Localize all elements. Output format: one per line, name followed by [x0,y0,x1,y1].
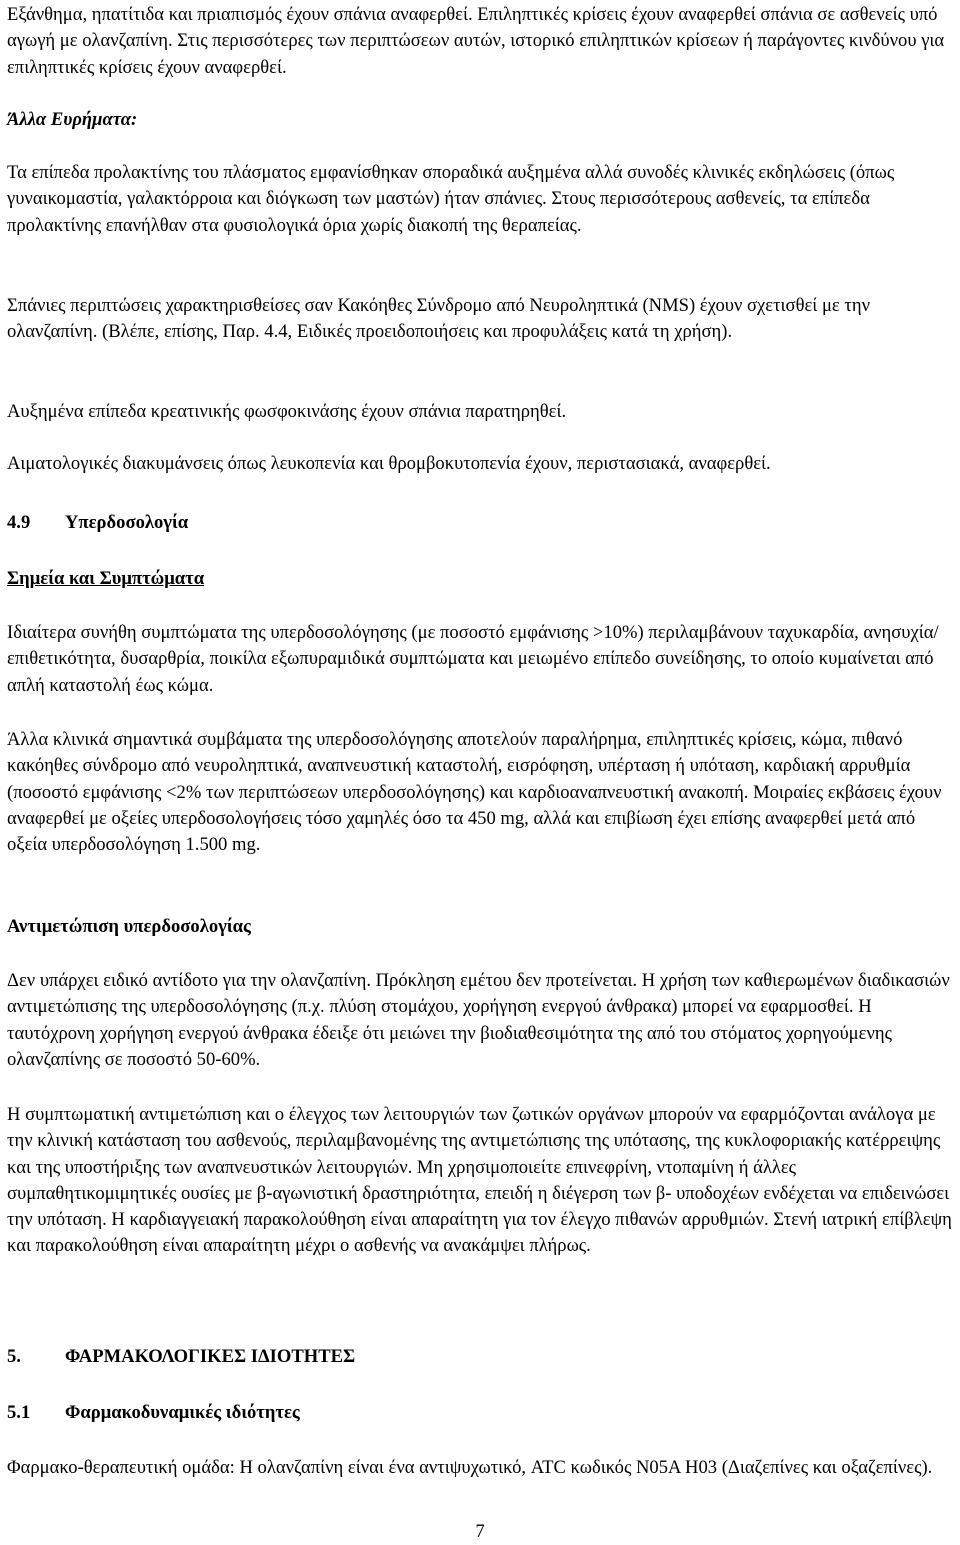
paragraph-nms: Σπάνιες περιπτώσεις χαρακτηρισθείσες σαν Κακόηθες Σύνδρομο από Νευροληπτικά (NMS) έχουν σχετισθεί με την ολανζαπίνη. (Βλέπε, επίσης, Παρ. 4.4, Ειδικές προειδοποιήσεις και προφυλάξεις κατά τη χρήση). [7,295,870,343]
section-title: Φαρμακοδυναμικές ιδιότητες [65,1402,300,1423]
paragraph-cpk: Αυξημένα επίπεδα κρεατινικής φωσφοκινάσης έχουν σπάνια παρατηρηθεί. [7,401,567,422]
other-findings-title: Άλλα Ευρήματα: [7,109,138,130]
treatment-title: Αντιμετώπιση υπερδοσολογίας [7,916,251,937]
paragraph-symptomatic-treatment: Η συμπτωματική αντιμετώπιση και ο έλεγχος των λειτουργιών των ζωτικών οργάνων μπορούν να εφαρμόζονται ανάλογα με την κλινική κατάσταση του ασθενούς, περιλαμβανομένης της αντιμετώπισης της υπότασης, της κυκλοφοριακής κατέρρειψης και της υποστήριξης των αναπνευστικών λειτουργιών. Μη χρησιμοποιείτε επινεφρίνη, ντοπαμίνη ή άλλες συμπαθητικομιμητικές ουσίες με β-αγωνιστική δραστηριότητα, επειδή η διέγερση των β- υποδοχέων ενδέχεται να επιδεινώσει την υπόταση. Η καρδιαγγειακή παρακολούθηση είναι απαραίτητη για τον έλεγχο πιθανών αρρυθμιών. Στενή ιατρική επίβλεψη και παρακολούθηση είναι απαραίτητη μέχρι ο ασθενής να ανακάμψει πλήρως. [7,1104,952,1257]
section-number: 5. [7,1346,21,1367]
section-title: ΦΑΡΜΑΚΟΛΟΓΙΚΕΣ ΙΔΙΟΤΗΤΕΣ [65,1346,356,1367]
section-heading-overdose [7,510,188,536]
paragraph-treatment: Δεν υπάρχει ειδικό αντίδοτο για την ολανζαπίνη. Πρόκληση εμέτου δεν προτείνεται. Η χρήση των καθιερωμένων διαδικασιών αντιμετώπισης της υπερδοσολόγησης (π.χ. πλύση στομάχου, χορήγηση ενεργού άνθρακα) μπορεί να εφαρμοσθεί. Η ταυτόχρονη χορήγηση ενεργού άνθρακα έδειξε ότι μειώνει την βιοδιαθεσιμότητα της από του στόματος χορηγούμενης ολανζαπίνης σε ποσοστό 50-60%. [7,970,950,1070]
section-number: 4.9 [7,512,31,533]
signs-symptoms-title: Σημεία και Συμπτώματα [7,568,205,589]
paragraph-overdose-symptoms: Ιδιαίτερα συνήθη συμπτώματα της υπερδοσολόγησης (με ποσοστό εμφάνισης >10%) περιλαμβάνουν ταχυκαρδία, ανησυχία/ επιθετικότητα, δυσαρθρία, ποικίλα εξωπυραμιδικά συμπτώματα και μειωμένο επίπεδο συνείδησης, το οποίο κυμαίνεται από απλή καταστολή έως κώμα. [7,622,939,696]
paragraph-therapeutic-group: Φαρμακο-θεραπευτική ομάδα: Η ολανζαπίνη είναι ένα αντιψυχωτικό, ATC κωδικός N05A H03 (Διαζεπίνες και οξαζεπίνες). [7,1457,933,1478]
section-heading-pharmacological [7,1344,355,1370]
paragraph-hematologic: Αιματολογικές διακυμάνσεις όπως λευκοπενία και θρομβοκυτοπενία έχουν, περιστασιακά, αναφερθεί. [7,453,771,474]
paragraph-overdose-events: Άλλα κλινικά σημαντικά συμβάματα της υπερδοσολόγησης αποτελούν παραλήρημα, επιληπτικές κρίσεις, κώμα, πιθανό κακόηθες σύνδρομο από νευροληπτικά, αναπνευστική καταστολή, εισρόφηση, υπέρταση ή υπόταση, καρδιακή αρρυθμία (ποσοστό εμφάνισης <2% των περιπτώσεων υπερδοσολόγησης) και καρδιοαναπνευστική ανακοπή. Μοιραίες εκβάσεις έχουν αναφερθεί με οξείες υπερδοσολογήσεις τόσο χαμηλές όσο τα 450 mg, αλλά και επιβίωση έχει επίσης αναφερθεί μετά από οξεία υπερδοσολόγηση 1.500 mg. [7,729,942,856]
section-heading-pharmacodynamic [7,1400,300,1426]
paragraph-prolactin: Τα επίπεδα προλακτίνης του πλάσματος εμφανίσθηκαν σποραδικά αυξημένα αλλά συνοδές κλινικές εκδηλώσεις (όπως γυναικομαστία, γαλακτόρροια και διόγκωση των μαστών) ήταν σπάνιες. Στους περισσότερους ασθενείς, τα επίπεδα προλακτίνης επανήλθαν στα φυσιολογικά όρια χωρίς διακοπή της θεραπείας. [7,162,895,236]
section-number: 5.1 [7,1402,31,1423]
page-number: 7 [475,1521,485,1542]
section-title: Υπερδοσολογία [65,512,189,533]
paragraph-adverse-effects: Εξάνθημα, ηπατίτιδα και πριαπισμός έχουν σπάνια αναφερθεί. Επιληπτικές κρίσεις έχουν αναφερθεί σπάνια σε ασθενείς υπό αγωγή με ολανζαπίνη. Στις περισσότερες των περιπτώσεων αυτών, ιστορικό επιληπτικών κρίσεων ή παράγοντες κινδύνου για επιληπτικές κρίσεις έχουν αναφερθεί. [7,4,945,78]
